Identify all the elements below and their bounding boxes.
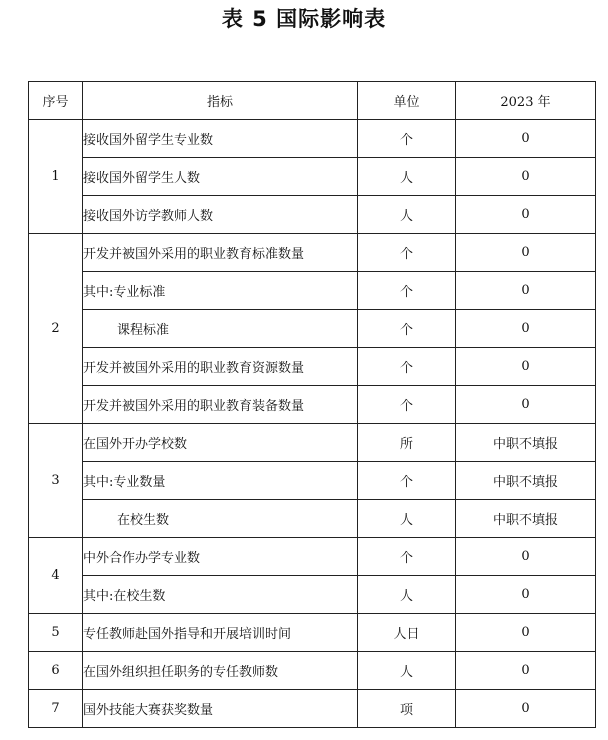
cell-value-2023: 中职不填报 bbox=[456, 500, 596, 538]
table-row bbox=[29, 120, 596, 158]
cell-indicator: 在国外开办学校数 bbox=[83, 424, 358, 462]
page-title: 表 5 国际影响表 bbox=[221, 7, 387, 31]
cell-unit: 所 bbox=[358, 424, 456, 462]
cell-indicator: 开发并被国外采用的职业教育标准数量 bbox=[83, 234, 358, 272]
header-indicator: 指标 bbox=[83, 82, 358, 120]
cell-value-2023: 中职不填报 bbox=[456, 424, 596, 462]
cell-unit: 个 bbox=[358, 462, 456, 500]
cell-indicator: 在国外组织担任职务的专任教师数 bbox=[83, 652, 358, 690]
table-body bbox=[29, 120, 596, 728]
cell-seq: 4 bbox=[29, 538, 83, 614]
cell-unit: 人 bbox=[358, 576, 456, 614]
cell-seq: 6 bbox=[29, 652, 83, 690]
table-row bbox=[29, 462, 596, 500]
cell-value-2023: 0 bbox=[456, 614, 596, 652]
cell-indicator: 中外合作办学专业数 bbox=[83, 538, 358, 576]
table-row bbox=[29, 500, 596, 538]
cell-value-2023: 0 bbox=[456, 386, 596, 424]
cell-indicator: 其中:专业标准 bbox=[83, 272, 358, 310]
international-influence-table bbox=[28, 81, 596, 728]
cell-unit: 人 bbox=[358, 652, 456, 690]
cell-unit: 人 bbox=[358, 196, 456, 234]
cell-seq: 7 bbox=[29, 690, 83, 728]
cell-indicator: 课程标准 bbox=[83, 310, 358, 348]
cell-unit: 人 bbox=[358, 500, 456, 538]
cell-unit: 个 bbox=[358, 348, 456, 386]
cell-value-2023: 中职不填报 bbox=[456, 462, 596, 500]
cell-unit: 个 bbox=[358, 272, 456, 310]
cell-indicator: 专任教师赴国外指导和开展培训时间 bbox=[83, 614, 358, 652]
cell-value-2023: 0 bbox=[456, 120, 596, 158]
cell-indicator: 开发并被国外采用的职业教育资源数量 bbox=[83, 348, 358, 386]
cell-seq: 5 bbox=[29, 614, 83, 652]
header-seq: 序号 bbox=[29, 82, 83, 120]
cell-value-2023: 0 bbox=[456, 234, 596, 272]
table-row bbox=[29, 538, 596, 576]
cell-indicator: 在校生数 bbox=[83, 500, 358, 538]
cell-value-2023: 0 bbox=[456, 348, 596, 386]
table-row bbox=[29, 158, 596, 196]
cell-unit: 个 bbox=[358, 538, 456, 576]
cell-unit: 人日 bbox=[358, 614, 456, 652]
cell-unit: 人 bbox=[358, 158, 456, 196]
table-row bbox=[29, 234, 596, 272]
cell-indicator: 其中:在校生数 bbox=[83, 576, 358, 614]
cell-value-2023: 0 bbox=[456, 196, 596, 234]
table-row bbox=[29, 196, 596, 234]
cell-value-2023: 0 bbox=[456, 690, 596, 728]
table-row bbox=[29, 348, 596, 386]
header-year: 2023 年 bbox=[456, 82, 596, 120]
table-header-row bbox=[29, 82, 596, 120]
cell-seq: 3 bbox=[29, 424, 83, 538]
cell-indicator: 开发并被国外采用的职业教育装备数量 bbox=[83, 386, 358, 424]
cell-indicator: 其中:专业数量 bbox=[83, 462, 358, 500]
header-unit: 单位 bbox=[358, 82, 456, 120]
cell-indicator: 国外技能大赛获奖数量 bbox=[83, 690, 358, 728]
cell-value-2023: 0 bbox=[456, 576, 596, 614]
table-row bbox=[29, 386, 596, 424]
cell-value-2023: 0 bbox=[456, 272, 596, 310]
cell-indicator: 接收国外留学生专业数 bbox=[83, 120, 358, 158]
cell-unit: 项 bbox=[358, 690, 456, 728]
table-row bbox=[29, 310, 596, 348]
cell-unit: 个 bbox=[358, 234, 456, 272]
cell-value-2023: 0 bbox=[456, 538, 596, 576]
cell-unit: 个 bbox=[358, 386, 456, 424]
cell-value-2023: 0 bbox=[456, 310, 596, 348]
table-row bbox=[29, 424, 596, 462]
table-row bbox=[29, 614, 596, 652]
cell-value-2023: 0 bbox=[456, 652, 596, 690]
cell-indicator: 接收国外访学教师人数 bbox=[83, 196, 358, 234]
cell-indicator: 接收国外留学生人数 bbox=[83, 158, 358, 196]
table-row bbox=[29, 576, 596, 614]
cell-seq: 1 bbox=[29, 120, 83, 234]
table-row bbox=[29, 272, 596, 310]
cell-unit: 个 bbox=[358, 120, 456, 158]
cell-value-2023: 0 bbox=[456, 158, 596, 196]
cell-seq: 2 bbox=[29, 234, 83, 424]
table-row bbox=[29, 690, 596, 728]
table-row bbox=[29, 652, 596, 690]
cell-unit: 个 bbox=[358, 310, 456, 348]
